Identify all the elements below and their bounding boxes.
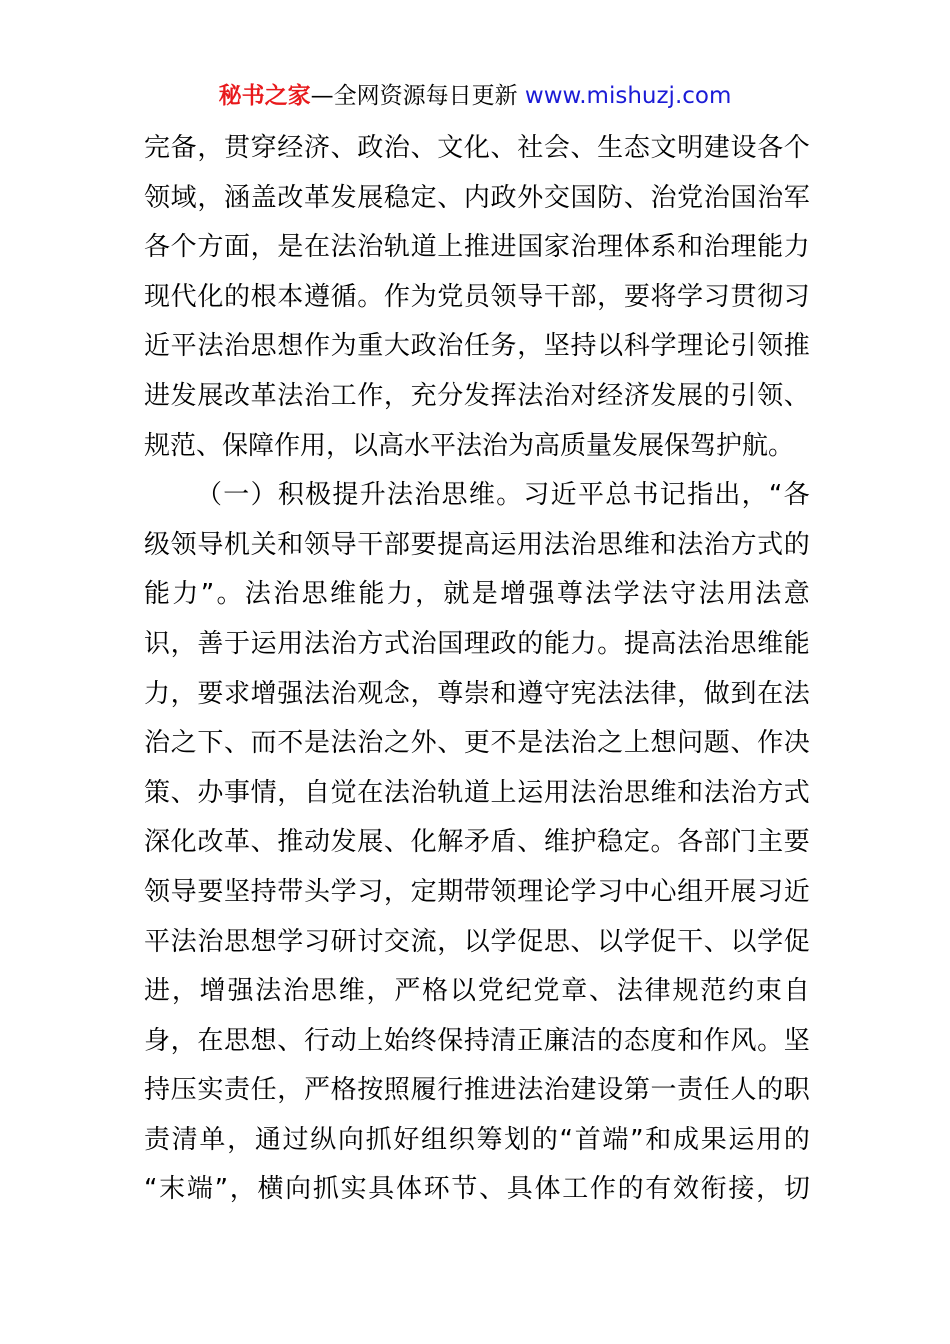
document-body [144, 124, 810, 1215]
text-line: 能 力 ” 。 法 治 思 维 能 力 ， 就 是 增 强 尊 法 学 法 守 法 用 法 意 [144, 579, 810, 610]
text-line: 近 平 法 治 思 想 作 为 重 大 政 治 任 务 ， 坚 持 以 科 学 理 论 引 领 推 [144, 331, 810, 362]
text-line: 领 导 要 坚 持 带 头 学 习 ， 定 期 带 领 理 论 学 习 中 心 组 开 展 习 近 [144, 876, 810, 907]
text-line: 持 压 实 责 任 ， 严 格 按 照 履 行 推 进 法 治 建 设 第 一 责 任 人 的 职 [144, 1075, 810, 1106]
text-line: 治 之 下 、 而 不 是 法 治 之 外 、 更 不 是 法 治 之 上 想 问 题 、 作 决 [144, 728, 810, 759]
paragraph [144, 124, 810, 471]
text-line: 进 ， 增 强 法 治 思 维 ， 严 格 以 党 纪 党 章 、 法 律 规 范 约 束 自 [144, 976, 810, 1007]
text-line: 力 ， 要 求 增 强 法 治 观 念 ， 尊 崇 和 遵 守 宪 法 法 律 ， 做 到 在 法 [144, 678, 810, 709]
text-line: 深 化 改 革 、 推 动 发 展 、 化 解 矛 盾 、 维 护 稳 定 。 各 部 门 主 要 [144, 827, 810, 858]
text-line: 识 ， 善 于 运 用 法 治 方 式 治 国 理 政 的 能 力 。 提 高 法 治 思 维 能 [144, 628, 810, 659]
paragraph [144, 471, 810, 1215]
site-header [0, 80, 950, 112]
brand-name: 秘书之家 [218, 83, 311, 109]
text-line: 领 域 ， 涵 盖 改 革 发 展 稳 定 、 内 政 外 交 国 防 、 治 党 治 国 治 军 [144, 182, 810, 213]
site-tagline: —全网资源每日更新 [310, 83, 518, 109]
text-line: 身 ， 在 思 想 、 行 动 上 始 终 保 持 清 正 廉 洁 的 态 度 和 作 风 。 坚 [144, 1025, 810, 1056]
text-line: 完 备 ， 贯 穿 经 济 、 政 治 、 文 化 、 社 会 、 生 态 文 明 建 设 各 个 [144, 133, 810, 163]
text-line: 进 发 展 改 革 法 治 工 作 ， 充 分 发 挥 法 治 对 经 济 发 展 的 引 领 、 [144, 380, 810, 411]
text-line: 责 清 单 ， 通 过 纵 向 抓 好 组 织 筹 划 的 “ 首 端 ” 和 成 果 运 用 的 [144, 1124, 810, 1155]
text-line: 规范、保障作用，以高水平法治为高质量发展保驾护航。 [144, 430, 795, 461]
text-line: （ 一 ） 积 极 提 升 法 治 思 维 。 习 近 平 总 书 记 指 出 ， “ 各 [196, 480, 810, 511]
text-line: 现 代 化 的 根 本 遵 循 。 作 为 党 员 领 导 干 部 ， 要 将 学 习 贯 彻 习 [144, 281, 810, 312]
site-url: www.mishuzj.com [524, 83, 732, 109]
text-line: 平 法 治 思 想 学 习 研 讨 交 流 ， 以 学 促 思 、 以 学 促 干 、 以 学 促 [144, 926, 810, 957]
text-line: 策 、 办 事 情 ， 自 觉 在 法 治 轨 道 上 运 用 法 治 思 维 和 法 治 方 式 [144, 777, 810, 808]
text-line: 级 领 导 机 关 和 领 导 干 部 要 提 高 运 用 法 治 思 维 和 法 治 方 式 的 [144, 529, 810, 560]
text-line: 各 个 方 面 ， 是 在 法 治 轨 道 上 推 进 国 家 治 理 体 系 和 治 理 能 力 [144, 232, 810, 263]
text-line: “ 末 端 ” ， 横 向 抓 实 具 体 环 节 、 具 体 工 作 的 有 效 衔 接 ， 切 [144, 1174, 810, 1205]
